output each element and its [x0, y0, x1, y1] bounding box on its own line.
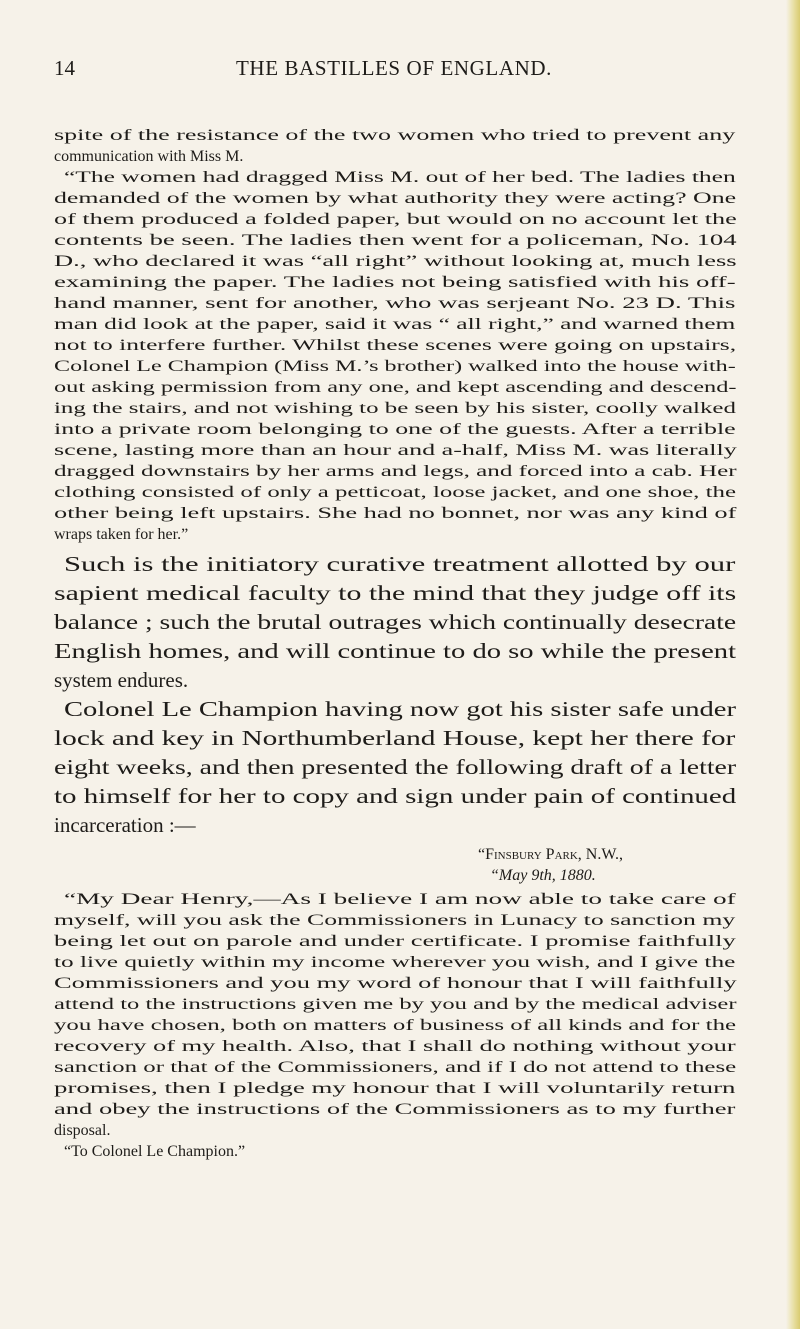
- text-line: scene, lasting more than an hour and a-half, Miss M. was literally: [54, 442, 737, 459]
- text-line: attend to the instructions given me by you and by the medical adviser: [54, 996, 737, 1013]
- text-line: you have chosen, both on matters of business of all kinds and for the: [54, 1017, 737, 1034]
- letter-date: “May 9th, 1880.: [490, 867, 596, 884]
- letter-addressee: “To Colonel Le Champion.”: [64, 1143, 246, 1160]
- text-line: disposal.: [54, 1122, 111, 1139]
- letter-address: “Finsbury Park, N.W.,: [478, 846, 623, 863]
- page-header: [54, 56, 734, 86]
- page-edge-shading: [786, 0, 800, 1329]
- text-line: ing the stairs, and not wishing to be seen by his sister, coolly walked: [54, 400, 736, 417]
- text-line: hand manner, sent for another, who was serjeant No. 23 D. This: [54, 295, 736, 312]
- text-line: lock and key in Northumberland House, kept her there for: [54, 726, 736, 750]
- text-line: “The women had dragged Miss M. out of her bed. The ladies then: [64, 169, 736, 186]
- text-line: being let out on parole and under certificate. I promise faithfully: [54, 933, 736, 950]
- text-line: man did look at the paper, said it was “ all right,” and warned them: [54, 316, 736, 333]
- text-line: into a private room belonging to one of the guests. After a terrible: [54, 421, 736, 438]
- text-line: wraps taken for her.”: [54, 526, 189, 543]
- text-line: not to interfere further. Whilst these scenes were going on upstairs,: [54, 337, 737, 354]
- text-line: myself, will you ask the Commissioners in Lunacy to sanction my: [54, 912, 736, 929]
- text-line: sanction or that of the Commissioners, and if I do not attend to these: [54, 1059, 737, 1076]
- text-line: contents be seen. The ladies then went for a policeman, No. 104: [54, 232, 737, 249]
- text-line: clothing consisted of only a petticoat, loose jacket, and one shoe, the: [54, 484, 736, 501]
- text-line: spite of the resistance of the two women who tried to prevent any: [54, 127, 736, 144]
- text-line: examining the paper. The ladies not being satisfied with his off-: [54, 274, 736, 291]
- text-line: Colonel Le Champion having now got his sister safe under: [64, 697, 737, 721]
- text-line: Commissioners and you my word of honour that I will faithfully: [54, 975, 737, 992]
- text-line: communication with Miss M.: [54, 148, 244, 165]
- text-line: dragged downstairs by her arms and legs, and forced into a cab. Her: [54, 463, 737, 480]
- running-title: THE BASTILLES OF ENGLAND.: [236, 56, 552, 80]
- text-line: eight weeks, and then presented the following draft of a letter: [54, 755, 737, 779]
- text-line: demanded of the women by what authority they were acting? One: [54, 190, 737, 207]
- text-line: system endures.: [54, 668, 189, 692]
- text-line: balance ; such the brutal outrages which continually desecrate: [54, 610, 737, 634]
- text-line: Such is the initiatory curative treatment allotted by our: [64, 552, 736, 576]
- text-line: and obey the instructions of the Commissioners as to my further: [54, 1101, 736, 1118]
- text-line: English homes, and will continue to do so while the present: [54, 639, 737, 663]
- text-line: Colonel Le Champion (Miss M.’s brother) walked into the house with-: [54, 358, 736, 375]
- page-number: 14: [54, 56, 75, 80]
- text-line: of them produced a folded paper, but would on no account let the: [54, 211, 737, 228]
- text-line: other being left upstairs. She had no bonnet, nor was any kind of: [54, 505, 737, 522]
- text-line: D., who declared it was “all right” without looking at, much less: [54, 253, 737, 270]
- text-line: recovery of my health. Also, that I shall do nothing without your: [54, 1038, 736, 1055]
- text-line: sapient medical faculty to the mind that they judge off its: [54, 581, 737, 605]
- text-line: to himself for her to copy and sign under pain of continued: [54, 784, 737, 808]
- text-line: out asking permission from any one, and kept ascending and descend-: [54, 379, 737, 396]
- text-line: incarceration :—: [54, 813, 196, 837]
- text-line: to live quietly within my income wherever you wish, and I give the: [54, 954, 736, 971]
- text-line: promises, then I pledge my honour that I will voluntarily return: [54, 1080, 736, 1097]
- letter-salutation-line: “My Dear Henry,—As I believe I am now able to take care of: [64, 891, 736, 908]
